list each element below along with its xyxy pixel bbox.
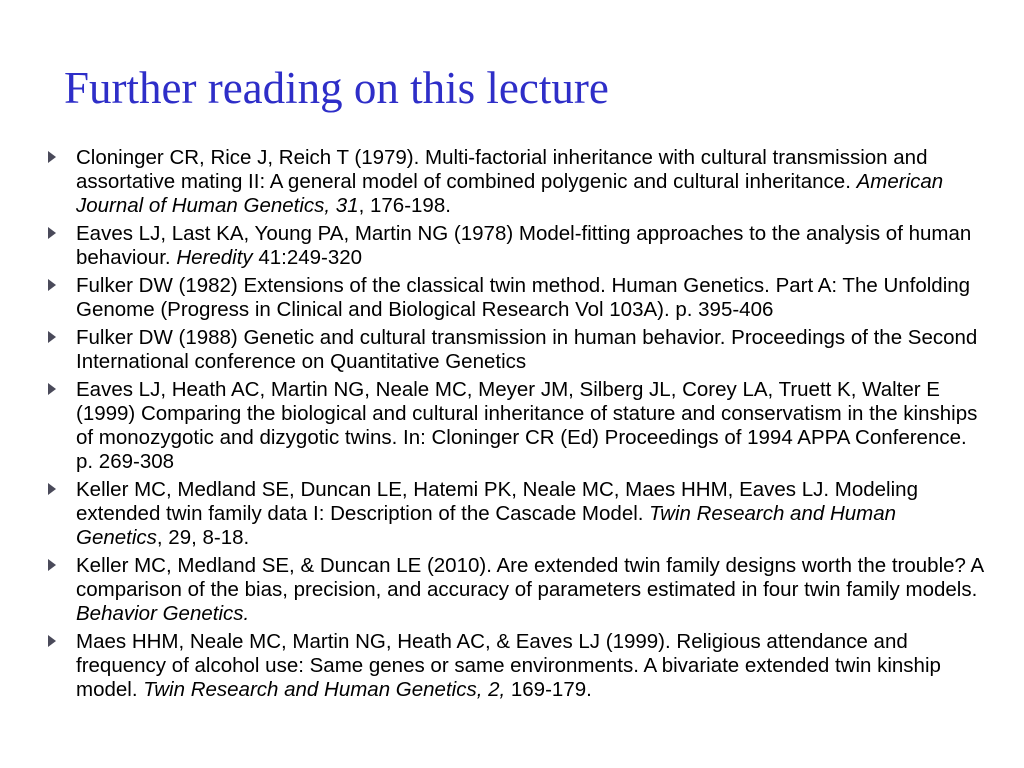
reference-item xyxy=(46,630,986,702)
reference-pages: 169-179. xyxy=(505,678,592,701)
reference-pages: , 176-198. xyxy=(358,194,451,217)
reference-item xyxy=(46,326,986,374)
reference-item xyxy=(46,274,986,322)
reference-item xyxy=(46,222,986,270)
reference-text xyxy=(76,222,971,269)
reference-list xyxy=(46,146,986,706)
reference-journal: Twin Research and Human Genetics xyxy=(76,502,897,549)
triangle-right-icon xyxy=(48,635,56,647)
reference-item xyxy=(46,146,986,218)
reference-text xyxy=(76,146,943,217)
triangle-right-icon xyxy=(48,559,56,571)
reference-text xyxy=(76,630,941,701)
reference-text xyxy=(76,378,977,473)
reference-authors-title: Maes HHM, Neale MC, Martin NG, Heath AC, & Eaves LJ (1999). Religious attendance and frequency of alcohol use: Same genes or same environments. A bivariate extended twin kinship model. xyxy=(76,630,941,701)
reference-item xyxy=(46,554,986,626)
reference-authors-title: Eaves LJ, Heath AC, Martin NG, Neale MC, Meyer JM, Silberg JL, Corey LA, Truett K, Walter E (1999) Comparing the biological and cultural inheritance of stature and conservatism in the kinships of monozygotic and dizygotic twins. In: Cloninger CR (Ed) Proceedings of 1994 APPA Conference. p. 269-308 xyxy=(76,378,978,473)
reference-journal: Behavior Genetics. xyxy=(76,602,250,625)
reference-text xyxy=(76,554,983,625)
reference-authors-title: Eaves LJ, Last KA, Young PA, Martin NG (1978) Model-fitting approaches to the analysis of human behaviour. xyxy=(76,222,972,269)
reference-journal: Twin Research and Human Genetics, 2, xyxy=(143,678,506,701)
triangle-right-icon xyxy=(48,383,56,395)
reference-journal: American Journal of Human Genetics, 31 xyxy=(76,170,944,217)
triangle-right-icon xyxy=(48,227,56,239)
triangle-right-icon xyxy=(48,151,56,163)
reference-text xyxy=(76,478,918,549)
reference-pages: , 29, 8-18. xyxy=(156,526,250,549)
reference-journal: Heredity xyxy=(176,246,253,269)
reference-authors-title: Cloninger CR, Rice J, Reich T (1979). Multi-factorial inheritance with cultural transmission and assortative mating II: A general model of combined polygenic and cultural inheritance. xyxy=(76,146,928,193)
reference-item xyxy=(46,478,986,550)
reference-authors-title: Keller MC, Medland SE, Duncan LE, Hatemi PK, Neale MC, Maes HHM, Eaves LJ. Modeling extended twin family data I: Description of the Cascade Model. xyxy=(76,478,918,525)
triangle-right-icon xyxy=(48,483,56,495)
reference-pages: 41:249-320 xyxy=(252,246,363,269)
slide-title: Further reading on this lecture xyxy=(64,63,609,113)
reference-authors-title: Fulker DW (1988) Genetic and cultural transmission in human behavior. Proceedings of the Second International conference on Quantitative Genetics xyxy=(76,326,978,373)
reference-item xyxy=(46,378,986,474)
reference-authors-title: Fulker DW (1982) Extensions of the classical twin method. Human Genetics. Part A: The Unfolding Genome (Progress in Clinical and Biological Research Vol 103A). p. 395-406 xyxy=(76,274,971,321)
reference-text xyxy=(76,326,977,373)
triangle-right-icon xyxy=(48,279,56,291)
reference-text xyxy=(76,274,970,321)
reference-authors-title: Keller MC, Medland SE, & Duncan LE (2010). Are extended twin family designs worth the trouble? A comparison of the bias, precision, and accuracy of parameters estimated in four twin family models. xyxy=(76,554,984,601)
triangle-right-icon xyxy=(48,331,56,343)
